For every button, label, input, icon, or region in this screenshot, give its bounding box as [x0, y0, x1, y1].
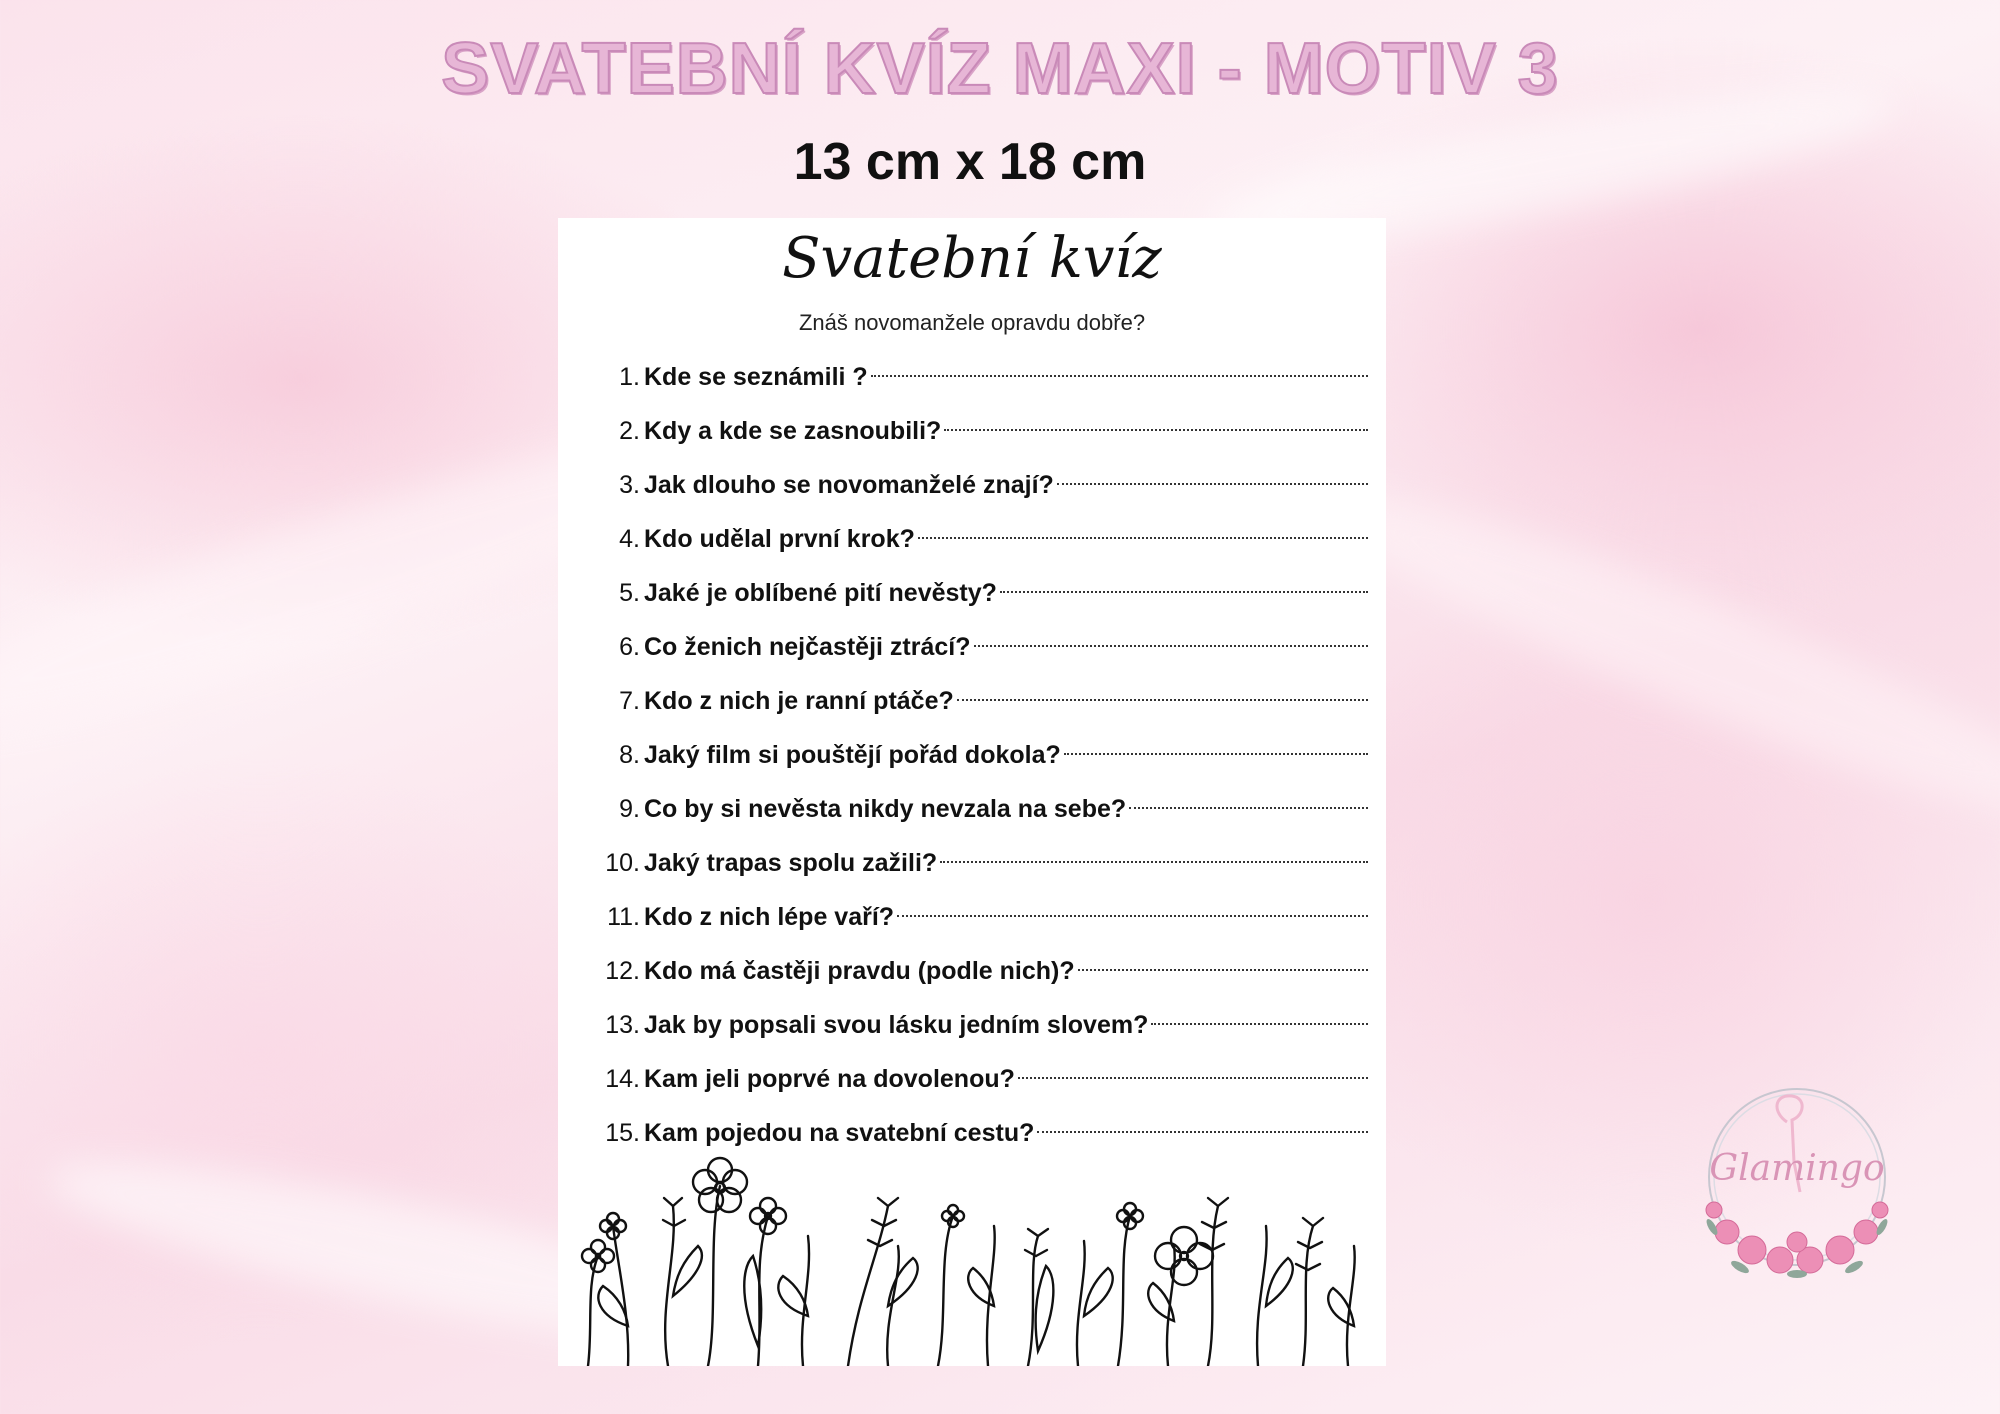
card-subtitle: Znáš novomanžele opravdu dobře?: [798, 310, 1146, 335]
answer-line: [918, 537, 1368, 539]
question-item: [578, 944, 1368, 998]
answer-line: [1078, 969, 1368, 971]
question-number: 12.: [605, 957, 640, 985]
question-number: 2.: [619, 417, 640, 445]
question-item: [578, 1052, 1368, 1106]
question-number: 9.: [619, 795, 640, 823]
answer-line: [1037, 1131, 1368, 1133]
question-item: [578, 728, 1368, 782]
question-item: [578, 458, 1368, 512]
question-text: Jaký film si pouštějí pořád dokola?: [644, 741, 1061, 769]
logo-text: Glamingo: [1709, 1148, 1885, 1189]
answer-line: [871, 375, 1368, 377]
question-number: 5.: [619, 579, 640, 607]
question-list: [578, 350, 1368, 1160]
question-text: Jaké je oblíbené pití nevěsty?: [644, 579, 997, 607]
question-item: [578, 620, 1368, 674]
answer-line: [1000, 591, 1368, 593]
question-text: Co ženich nejčastěji ztrácí?: [644, 633, 971, 661]
question-text: Kam jeli poprvé na dovolenou?: [644, 1065, 1015, 1093]
question-number: 13.: [605, 1011, 640, 1039]
size-label: 13 cm x 18 cm: [793, 133, 1147, 191]
answer-line: [897, 915, 1368, 917]
answer-line: [1064, 753, 1368, 755]
question-text: Kdo má častěji pravdu (podle nich)?: [644, 957, 1075, 985]
quiz-card: [558, 218, 1386, 1366]
question-item: [578, 998, 1368, 1052]
question-number: 15.: [605, 1119, 640, 1147]
question-item: [578, 566, 1368, 620]
question-text: Kde se seznámili ?: [644, 363, 868, 391]
glamingo-logo: [1692, 1082, 1902, 1302]
question-text: Jaký trapas spolu zažili?: [644, 849, 938, 877]
card-title: Svatební kvíz: [782, 226, 1162, 291]
question-item: [578, 674, 1368, 728]
answer-line: [940, 861, 1368, 863]
question-number: 3.: [619, 471, 640, 499]
question-item: [578, 836, 1368, 890]
answer-line: [1151, 1023, 1368, 1025]
question-item: [578, 890, 1368, 944]
question-text: Kdo z nich lépe vaří?: [644, 903, 895, 931]
question-number: 11.: [607, 903, 640, 931]
answer-line: [1018, 1077, 1368, 1079]
question-item: [578, 512, 1368, 566]
question-text: Kam pojedou na svatební cestu?: [644, 1119, 1035, 1147]
question-text: Jak dlouho se novomanželé znají?: [644, 471, 1054, 499]
question-item: [578, 782, 1368, 836]
answer-line: [944, 429, 1368, 431]
wreath-icon: [1692, 1082, 1902, 1302]
question-text: Co by si nevěsta nikdy nevzala na sebe?: [644, 795, 1127, 823]
question-item: [578, 404, 1368, 458]
question-text: Kdy a kde se zasnoubili?: [644, 417, 942, 445]
question-text: Kdo z nich je ranní ptáče?: [644, 687, 954, 715]
question-text: Jak by popsali svou lásku jedním slovem?: [644, 1011, 1149, 1039]
question-number: 8.: [619, 741, 640, 769]
main-title: SVATEBNÍ KVÍZ MAXI - MOTIV 3: [441, 29, 1559, 109]
answer-line: [1129, 807, 1368, 809]
answer-line: [974, 645, 1369, 647]
question-item: [578, 350, 1368, 404]
question-number: 1.: [619, 363, 640, 391]
question-number: 7.: [619, 687, 640, 715]
question-number: 14.: [605, 1065, 640, 1093]
answer-line: [957, 699, 1368, 701]
question-number: 4.: [619, 525, 640, 553]
answer-line: [1057, 483, 1368, 485]
question-number: 6.: [619, 633, 640, 661]
question-number: 10.: [605, 849, 640, 877]
wildflower-illustration: [558, 1146, 1386, 1366]
question-text: Kdo udělal první krok?: [644, 525, 915, 553]
